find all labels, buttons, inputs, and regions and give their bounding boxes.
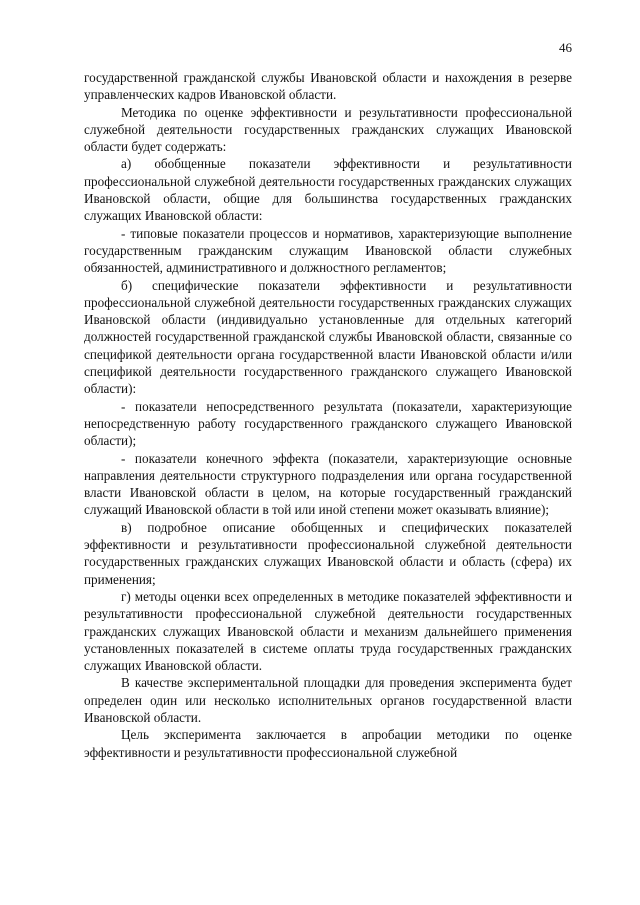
paragraph: - типовые показатели процессов и нормативов, характеризующие выполнение государственным гражданским служащим Ивановской области служебных обязанностей, административного и должностного регламентов; — [84, 225, 572, 276]
document-body — [84, 69, 572, 761]
paragraph: Методика по оценке эффективности и результативности профессиональной служебной деятельности государственных гражданских служащих Ивановской области будет содержать: — [84, 104, 572, 155]
paragraph: Цель эксперимента заключается в апробации методики по оценке эффективности и результативности профессиональной служебной — [84, 727, 572, 760]
paragraph: а) обобщенные показатели эффективности и результативности профессиональной служебной деятельности государственных гражданских служащих Ивановской области, общие для большинства государственных гражданских служащих Ивановской области: — [84, 156, 572, 224]
paragraph: г) методы оценки всех определенных в методике показателей эффективности и результативности профессиональной служебной деятельности государственных гражданских служащих Ивановской области и механизм дальнейшего применения установленных показателей в системе оплаты труда государственных гражданских служащих Ивановской области. — [84, 588, 572, 674]
paragraph: б) специфические показатели эффективности и результативности профессиональной служебной деятельности государственных гражданских служащих Ивановской области (индивидуально установленные для отдельных категорий должностей государственной гражданской службы Ивановской области, связанные со спецификой деятельности органа государственной власти Ивановской области и/или спецификой деятельности государственного гражданского служащего Ивановской области): — [84, 277, 572, 397]
paragraph: государственной гражданской службы Ивановской области и нахождения в резерве управленческих кадров Ивановской области. — [84, 70, 572, 103]
paragraph: в) подробное описание обобщенных и специфических показателей эффективности и результативности профессиональной служебной деятельности государственных гражданских служащих Ивановской области и область (сфера) их применения; — [84, 519, 572, 587]
paragraph: - показатели непосредственного результата (показатели, характеризующие непосредственную работу государственного гражданского служащего Ивановской области); — [84, 398, 572, 449]
paragraph: В качестве экспериментальной площадки для проведения эксперимента будет определен один или несколько исполнительных органов государственной власти Ивановской области. — [84, 675, 572, 725]
page-number: 46 — [559, 40, 572, 55]
paragraph: - показатели конечного эффекта (показатели, характеризующие основные направления деятельности структурного подразделения или органа государственной власти Ивановской области в целом, на которые государственный гражданский служащий Ивановской области в той или иной степени может оказывать влияние); — [84, 450, 572, 518]
